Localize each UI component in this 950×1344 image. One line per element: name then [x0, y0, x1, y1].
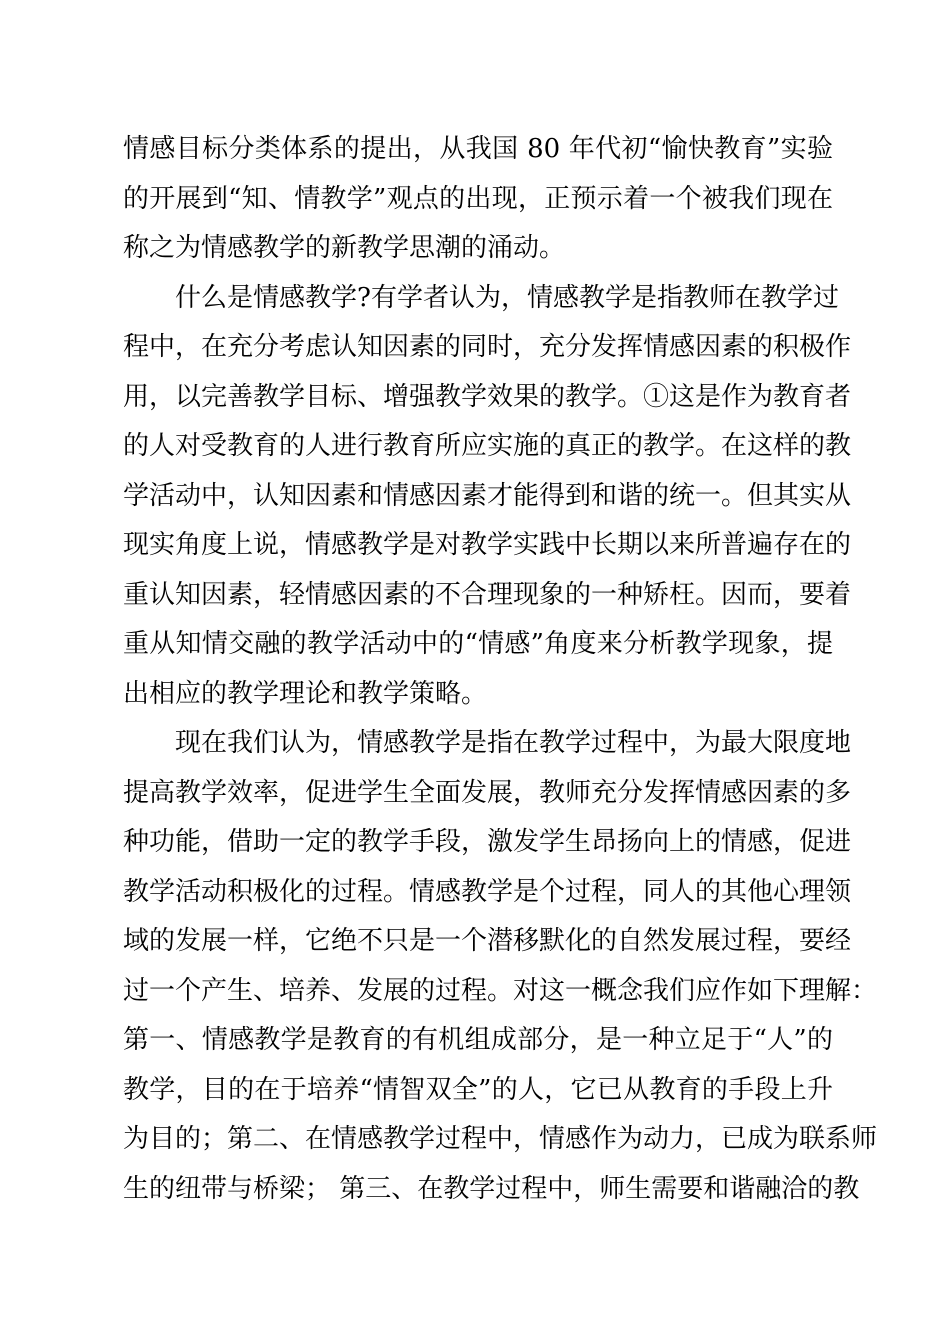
text-line: 重认知因素，轻情感因素的不合理现象的一种矫枉。因而，要着 [123, 579, 852, 610]
text-line: 称之为情感教学的新教学思潮的涌动。 [123, 233, 566, 263]
paragraph-2 [123, 274, 852, 720]
text-line: 程中，在充分考虑认知因素的同时，充分发挥情感因素的积极作 [123, 332, 852, 362]
text-line: 提高教学效率，促进学生全面发展，教师充分发挥情感因素的多 [123, 777, 852, 808]
text-line: 教学，目的在于培养“情智双全”的人，它已从教育的手段上升 [123, 1074, 833, 1105]
text-line: 过一个产生、培养、发展的过程。对这一概念我们应作如下理解： [123, 975, 878, 1006]
document-body [123, 125, 878, 1214]
text-line: 教学活动积极化的过程。情感教学是个过程，同人的其他心理领 [123, 876, 852, 907]
text-line: 第一、情感教学是教育的有机组成部分，是一种立足于“人”的 [123, 1025, 833, 1055]
text-line: 生的纽带与桥梁； 第三、在教学过程中，师生需要和谐融洽的教 [123, 1173, 860, 1204]
paragraph-3 [123, 719, 878, 1214]
text-line: 的人对受教育的人进行教育所应实施的真正的教学。在这样的教 [123, 431, 852, 461]
text-line: 的开展到“知、情教学”观点的出现，正预示着一个被我们现在 [123, 183, 833, 214]
text-line: 学活动中，认知因素和情感因素才能得到和谐的统一。但其实从 [123, 480, 852, 511]
text-line: 情感目标分类体系的提出，从我国 80 年代初“愉快教育”实验 [123, 134, 833, 164]
text-line: 为目的；第二、在情感教学过程中，情感作为动力，已成为联系师 [123, 1124, 878, 1154]
text-line: 现在我们认为，情感教学是指在教学过程中，为最大限度地 [175, 728, 852, 758]
paragraph-1 [123, 125, 833, 274]
text-line: 种功能，借助一定的教学手段，激发学生昂扬向上的情感，促进 [123, 827, 852, 857]
text-line: 用，以完善教学目标、增强教学效果的教学。①这是作为教育者 [123, 381, 852, 412]
text-line: 什么是情感教学?有学者认为，情感教学是指教师在教学过 [175, 282, 839, 313]
text-line: 现实角度上说，情感教学是对教学实践中长期以来所普遍存在的 [123, 530, 852, 560]
text-line: 域的发展一样，它绝不只是一个潜移默化的自然发展过程，要经 [123, 926, 852, 956]
text-line: 出相应的教学理论和教学策略。 [123, 678, 488, 709]
text-line: 重从知情交融的教学活动中的“情感”角度来分析教学现象，提 [123, 629, 833, 659]
